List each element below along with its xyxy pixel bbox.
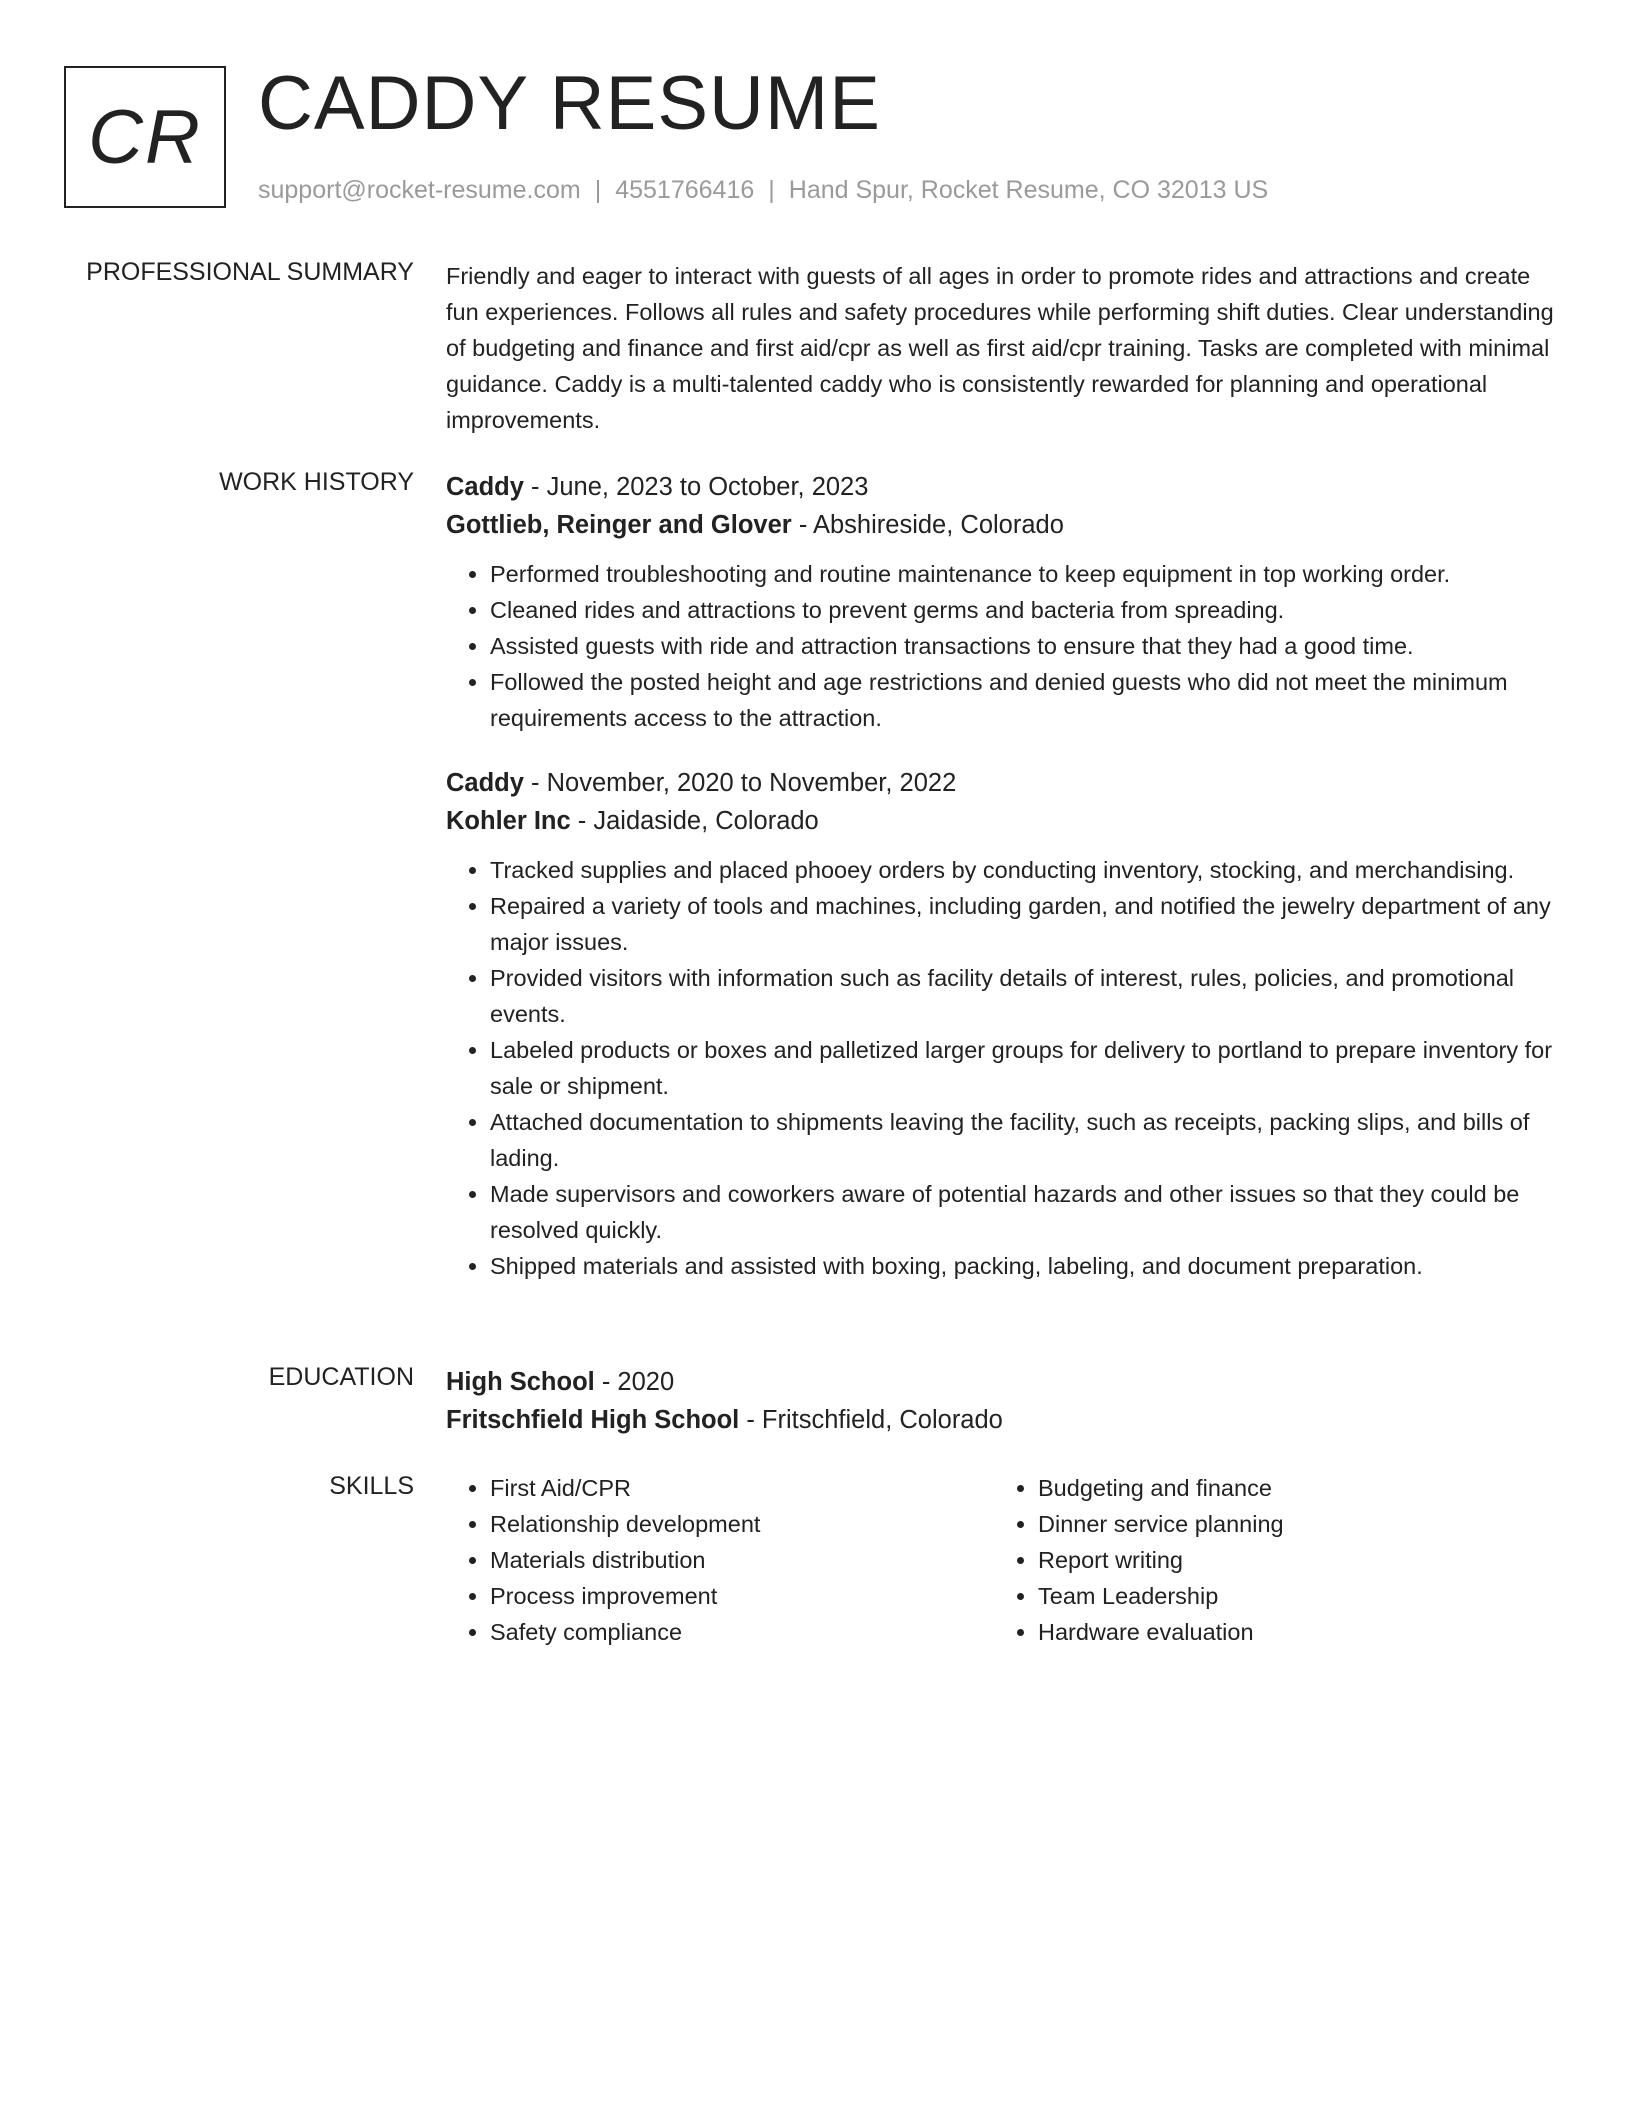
education-school: Fritschfield High School: [446, 1406, 740, 1434]
education-degree-line: [446, 1363, 1568, 1401]
education-location: - Fritschfield, Colorado: [739, 1406, 1003, 1434]
skills-column-left: [446, 1470, 994, 1650]
work-history-body: [446, 468, 1568, 1312]
job-duty: • Attached documentation to shipments leaving the facility, such as receipts, packing slips, and bills of lading.: [490, 1104, 1568, 1176]
skill-item: • Report writing: [1038, 1542, 1542, 1578]
summary-heading: PROFESSIONAL SUMMARY: [86, 258, 414, 286]
job-company-line: [446, 506, 1568, 544]
job-entry: [446, 764, 1568, 1284]
job-title: Caddy: [446, 769, 524, 797]
job-dates: - November, 2020 to November, 2022: [523, 769, 957, 797]
contact-address: Hand Spur, Rocket Resume, CO 32013 US: [788, 176, 1269, 204]
skills-heading: SKILLS: [329, 1472, 414, 1500]
work-history-heading: WORK HISTORY: [219, 468, 414, 496]
resume-header: [64, 61, 1584, 216]
skills-body: [446, 1470, 1568, 1650]
job-location: - Abshireside, Colorado: [791, 511, 1064, 539]
monogram-logo: [64, 66, 226, 208]
skill-item: • Safety compliance: [490, 1614, 994, 1650]
job-duty: • Labeled products or boxes and palletized larger groups for delivery to portland to prepare inventory for sale or shipment.: [490, 1032, 1568, 1104]
contact-phone[interactable]: 4551766416: [615, 176, 755, 204]
education-school-line: [446, 1401, 1568, 1439]
skill-item: • Relationship development: [490, 1506, 994, 1542]
skill-item: • First Aid/CPR: [490, 1470, 994, 1506]
job-duty: • Provided visitors with information such as facility details of interest, rules, policies, and promotional events.: [490, 960, 1568, 1032]
education-degree: High School: [446, 1368, 595, 1396]
monogram-initials: CR: [88, 94, 202, 180]
education-heading: EDUCATION: [268, 1363, 414, 1391]
job-entry: [446, 468, 1568, 736]
skill-item: • Process improvement: [490, 1578, 994, 1614]
job-title-line: [446, 764, 1568, 802]
job-company-line: [446, 802, 1568, 840]
education-body: [446, 1363, 1568, 1439]
contact-separator: |: [768, 176, 775, 204]
contact-separator: |: [594, 176, 602, 204]
education-year: - 2020: [594, 1368, 675, 1396]
job-duties-list: [446, 852, 1568, 1284]
job-location: - Jaidaside, Colorado: [570, 807, 819, 835]
job-duty: • Made supervisors and coworkers aware of potential hazards and other issues so that they could be resolved quickly.: [490, 1176, 1568, 1248]
skill-item: • Materials distribution: [490, 1542, 994, 1578]
contact-line: [258, 176, 1268, 205]
job-duty: • Assisted guests with ride and attraction transactions to ensure that they had a good time.: [490, 628, 1568, 664]
job-duty: • Performed troubleshooting and routine maintenance to keep equipment in top working order.: [490, 556, 1568, 592]
summary-text: Friendly and eager to interact with guests of all ages in order to promote rides and attractions and create fun experiences. Follows all rules and safety procedures while performing shift duties. Clear understanding of budgeting and finance and first aid/cpr as well as first aid/cpr training. Tasks are completed with minimal guidance. Caddy is a multi-talented caddy who is consistently rewarded for planning and operational improvements.: [446, 263, 1554, 433]
job-title: Caddy: [446, 473, 524, 501]
skill-item: • Hardware evaluation: [1038, 1614, 1542, 1650]
candidate-name: CADDY RESUME: [258, 61, 881, 146]
job-duties-list: [446, 556, 1568, 736]
skill-item: • Budgeting and finance: [1038, 1470, 1542, 1506]
job-title-line: [446, 468, 1568, 506]
job-duty: • Followed the posted height and age restrictions and denied guests who did not meet the minimum requirements access to the attraction.: [490, 664, 1568, 736]
skills-column-right: [994, 1470, 1542, 1650]
skills-grid: [446, 1470, 1568, 1650]
job-duty: • Repaired a variety of tools and machines, including garden, and notified the jewelry department of any major issues.: [490, 888, 1568, 960]
job-duty: • Tracked supplies and placed phooey orders by conducting inventory, stocking, and merchandising.: [490, 852, 1568, 888]
skill-item: • Team Leadership: [1038, 1578, 1542, 1614]
job-dates: - June, 2023 to October, 2023: [523, 473, 869, 501]
skill-item: • Dinner service planning: [1038, 1506, 1542, 1542]
job-duty: • Shipped materials and assisted with boxing, packing, labeling, and document preparation.: [490, 1248, 1568, 1284]
job-company: Gottlieb, Reinger and Glover: [446, 511, 792, 539]
job-company: Kohler Inc: [446, 807, 571, 835]
job-duty: • Cleaned rides and attractions to prevent germs and bacteria from spreading.: [490, 592, 1568, 628]
contact-email[interactable]: support@rocket-resume.com: [258, 176, 581, 204]
